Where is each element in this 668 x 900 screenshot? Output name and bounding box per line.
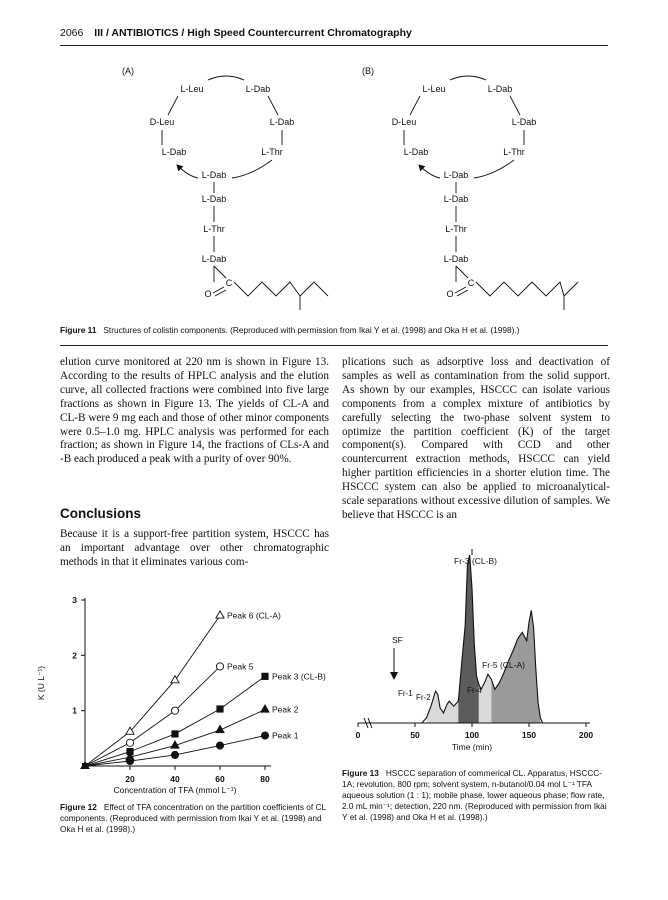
running-header [60,27,412,39]
fig12-series-label: Peak 3 (CL-B) [272,671,326,682]
ring-b-fatty-chain [476,282,578,310]
ring-a-bond-1 [168,96,178,115]
conclusions-heading: Conclusions [60,506,142,521]
left-paragraph-2: Because it is a support-free partition system, HSCCC has an important advantage over other chromatographic methods in that it eliminates various com- [60,528,329,568]
fig13-annot-fr5: Fr-5 (CL-A) [482,660,525,670]
fig12-x-tick-label: 20 [125,774,135,784]
ring-a-residue-6: L-Dab [201,170,227,180]
ring-b-residue-0: L-Leu [422,84,446,94]
ring-b-chain-2: L-Dab [443,254,469,264]
fig12-point [216,611,224,618]
figure12-chart [30,590,340,805]
ring-b-residue-4: L-Dab [403,147,429,157]
panel-a-label: (A) [122,66,134,76]
fig12-point [171,751,178,758]
ring-b-bond-0 [450,76,486,80]
fig12-point [261,673,268,680]
fig12-series-label: Peak 2 [272,704,299,715]
ring-b-residue-2: D-Leu [391,117,417,127]
ring-b-residue-3: L-Dab [511,117,537,127]
fig13-x-tick-label: 150 [521,730,537,740]
fig13-band-fr3 [458,555,479,723]
ring-a-residue-5: L-Thr [261,147,283,157]
figure11-caption [60,325,620,336]
fig13-x-tick-label: 100 [464,730,480,740]
ring-a-residue-0: L-Leu [180,84,204,94]
panel-b-label: (B) [362,66,374,76]
fig12-y-tick-label: 3 [72,595,77,605]
ring-b-bond-5 [474,160,514,178]
fig12-point [126,757,133,764]
ring-a [150,76,328,310]
fig12-series-label: Peak 1 [272,730,299,741]
fig13-sf-arrowhead [390,672,398,680]
fig12-x-tick-label: 40 [170,774,180,784]
ring-a-residue-3: L-Dab [269,117,295,127]
figure12-caption-text: Effect of TFA concentration on the partition coefficients of CL components. (Reproduced with permission from Ikai Y et al. (1998) and Oka H et al. (1998).) [60,802,326,834]
ring-a-fatty-chain [234,282,328,310]
figure13-caption [342,768,609,823]
fig13-annot-fr4: Fr-4 [467,686,482,695]
ring-a-chain-1: L-Thr [203,224,225,234]
fig12-point [171,707,178,714]
fig12-series-label: Peak 5 [227,661,254,672]
figure11-caption-label: Figure 11 [60,325,97,335]
ring-b-residue-1: L-Dab [487,84,513,94]
fig13-annot-fr3: Fr-3 (CL-B) [454,556,497,566]
ring-a-bond-5 [232,160,272,178]
fig13-x-label: Time (min) [451,742,493,752]
figure12-caption-label: Figure 12 [60,802,97,812]
ring-b-bond-nc [456,266,468,278]
fig13-annot-sf: SF [392,635,403,645]
fig13-annot-fr2: Fr-2 [416,693,431,702]
fig12-y-tick-label: 2 [72,650,77,661]
header-rule [60,45,608,46]
ring-b-bond-2 [510,96,520,115]
fig12-point [216,705,223,712]
fig12-x-label: Concentration of TFA (mmol L⁻¹) [113,785,237,795]
ring-a-carbon: C [225,278,233,288]
ring-a-residue-2: D-Leu [149,117,175,127]
ring-b-chain-1: L-Thr [445,224,467,234]
figure12-caption [60,802,332,835]
fig12-x-tick-label: 60 [215,774,225,784]
fig12-y-label: K (U L⁻¹) [36,665,46,701]
ring-b-bond-1 [410,96,420,115]
right-paragraph-1: plications such as adsorptive loss and deactivation of samples as well as contamination from the solid support. As shown by our examples, HSCCC can isolate various components from a complex mixture of antibiotics by carefully selecting the two-phase solvent system to optimize the partition coefficient (K) of the target component(s). Compared with CCD and other countercurrent extraction methods, HSCCC can yield higher partition efficiencies in a shorter elution time. The HSCCC system can also be applied to microanalytical-scale separations without excessive dilution of samples. We believe that HSCCC is an [342,356,610,521]
ring-a-residue-1: L-Dab [245,84,271,94]
ring-a-chain-0: L-Dab [201,194,227,204]
ring-b-residue-6: L-Dab [443,170,469,180]
fig12-point [261,705,269,712]
figure11-caption-text: Structures of colistin components. (Reproduced with permission from Ikai Y et al. (1998) and Oka H et al. (1998).) [103,325,520,335]
ring-a-bond-0 [208,76,244,80]
page-number: 2066 [60,27,84,39]
figure-rule [60,345,608,346]
ring-b [392,76,578,310]
fig13-x-tick-label: 50 [410,730,420,740]
figure13-caption-label: Figure 13 [342,768,379,778]
ring-b-oxygen: O [446,289,454,299]
ring-a-chain-2: L-Dab [201,254,227,264]
figure11-structures [0,55,668,355]
fig12-point [126,739,133,746]
figure13-caption-text: HSCCC separation of commerical CL. Apparatus, HSCCC-1A; revolution, 800 rpm; solvent system, n-butanol/0.04 mol L⁻¹ TFA aqueous solution (1 : 1); mobile phase, lower aqueous phase; flow rate, 2.0 mL min⁻¹; detection, 220 nm. (Reproduced with permission from Ikai Y et al. (1998) and Oka H et al. (1998).) [342,768,607,822]
fig13-annot-fr1: Fr-1 [398,689,413,698]
ring-a-bond-2 [268,96,278,115]
fig12-series-line [85,615,220,766]
fig12-origin-point [82,763,88,769]
figure13-chart [338,545,608,760]
left-paragraph-1: elution curve monitored at 220 nm is shown in Figure 13. According to the results of HPLC analysis and the elution curve, all collected fractions were combined into five large fractions as shown in Figure 13. The yields of CL-A and CL-B were 9 mg each and those of other minor components were 0.5–1.0 mg. HPLC analysis was performed for each fraction; as shown in Figure 14, the fractions of CLs-A and -B each produced a peak with a purity of over 90%. [60,356,329,466]
fig12-y-tick-label: 1 [72,705,77,716]
ring-b-arrow [419,165,440,178]
ring-a-bond-nc [214,266,226,278]
fig12-series-label: Peak 6 (CL-A) [227,610,281,621]
fig12-x-tick-label: 80 [260,774,270,784]
running-title: III / ANTIBIOTICS / High Speed Countercurrent Chromatography [94,27,412,39]
fig12-point [216,742,223,749]
ring-b-chain-0: L-Dab [443,194,469,204]
fig12-point [171,730,178,737]
fig13-x-tick-label: 200 [578,730,594,740]
ring-b-carbon: C [467,278,475,288]
fig12-point [216,663,223,670]
fig13-x-tick-label: 0 [355,730,361,740]
ring-b-residue-5: L-Thr [503,147,525,157]
fig12-point [261,732,268,739]
ring-a-arrow [177,165,198,178]
ring-a-residue-4: L-Dab [161,147,187,157]
ring-a-oxygen: O [204,289,212,299]
